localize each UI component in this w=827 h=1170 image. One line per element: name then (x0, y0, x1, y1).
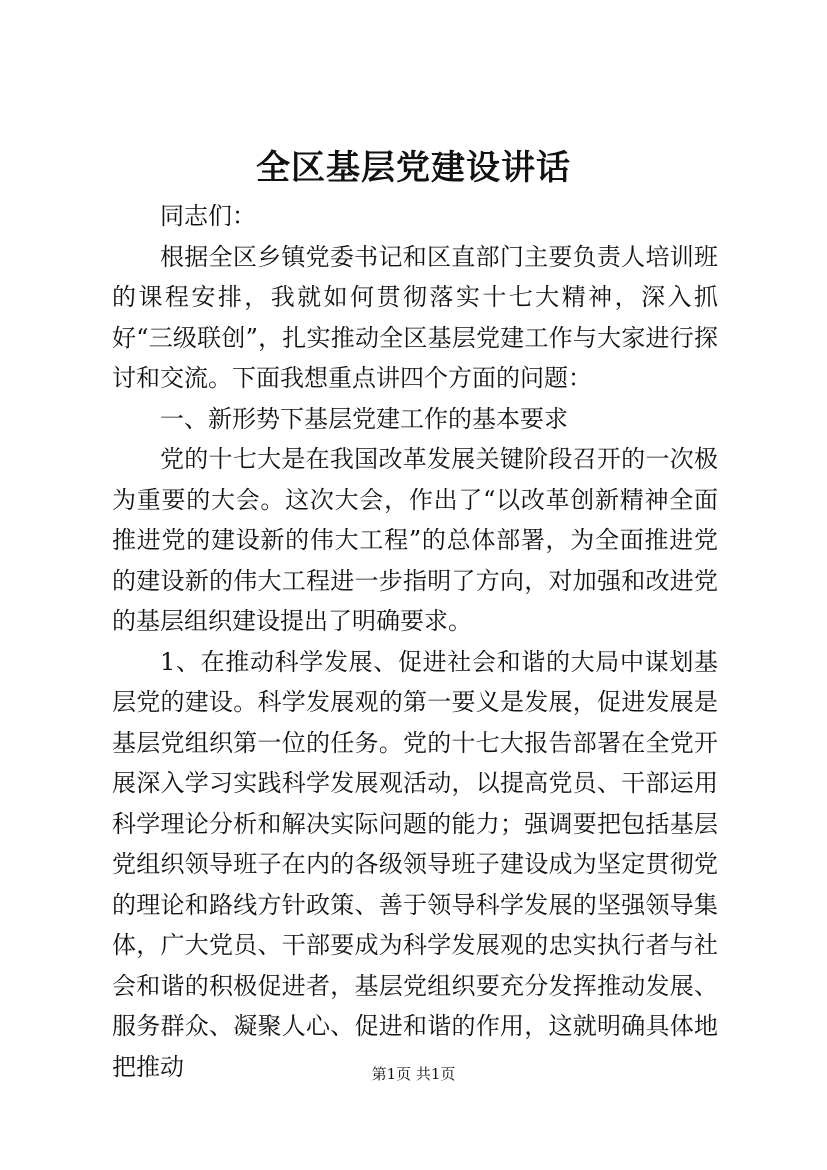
paragraph-body: 党的十七大是在我国改革发展关键阶段召开的一次极为重要的大会。这次大会，作出了“以改革创新精神全面推进党的建设新的伟大工程”的总体部署，为全面推进党的建设新的伟大工程进一步指明了方向，对加强和改进党的基层组织建设提出了明确要求。 (112, 445, 718, 635)
section-heading: 一、新形势下基层党建工作的基本要求 (160, 404, 568, 433)
paragraph-body: 1、在推动科学发展、促进社会和谐的大局中谋划基层党的建设。科学发展观的第一要义是发展，促进发展是基层党组织第一位的任务。党的十七大报告部署在全党开展深入学习实践科学发展观活动，以提高党员、干部运用科学理论分析和解决实际问题的能力；强调要把包括基层党组织领导班子在内的各级领导班子建设成为坚定贯彻党的理论和路线方针政策、善于领导科学发展的坚强领导集体，广大党员、干部要成为科学发展观的忠实执行者与社会和谐的积极促进者，基层党组织要充分发挥推动发展、服务群众、凝聚人心、促进和谐的作用，这就明确具体地把推动 (112, 647, 718, 1081)
document-body (112, 196, 718, 1087)
paragraph-intro: 根据全区乡镇党委书记和区直部门主要负责人培训班的课程安排，我就如何贯彻落实十七大精神，深入抓好“三级联创”，扎实推动全区基层党建工作与大家进行探讨和交流。下面我想重点讲四个方面的问题： (112, 242, 718, 392)
page-title: 全区基层党建设讲话 (256, 148, 571, 188)
page-footer: 第1页 共1页 (371, 1065, 456, 1083)
paragraph-salutation: 同志们： (160, 202, 256, 230)
